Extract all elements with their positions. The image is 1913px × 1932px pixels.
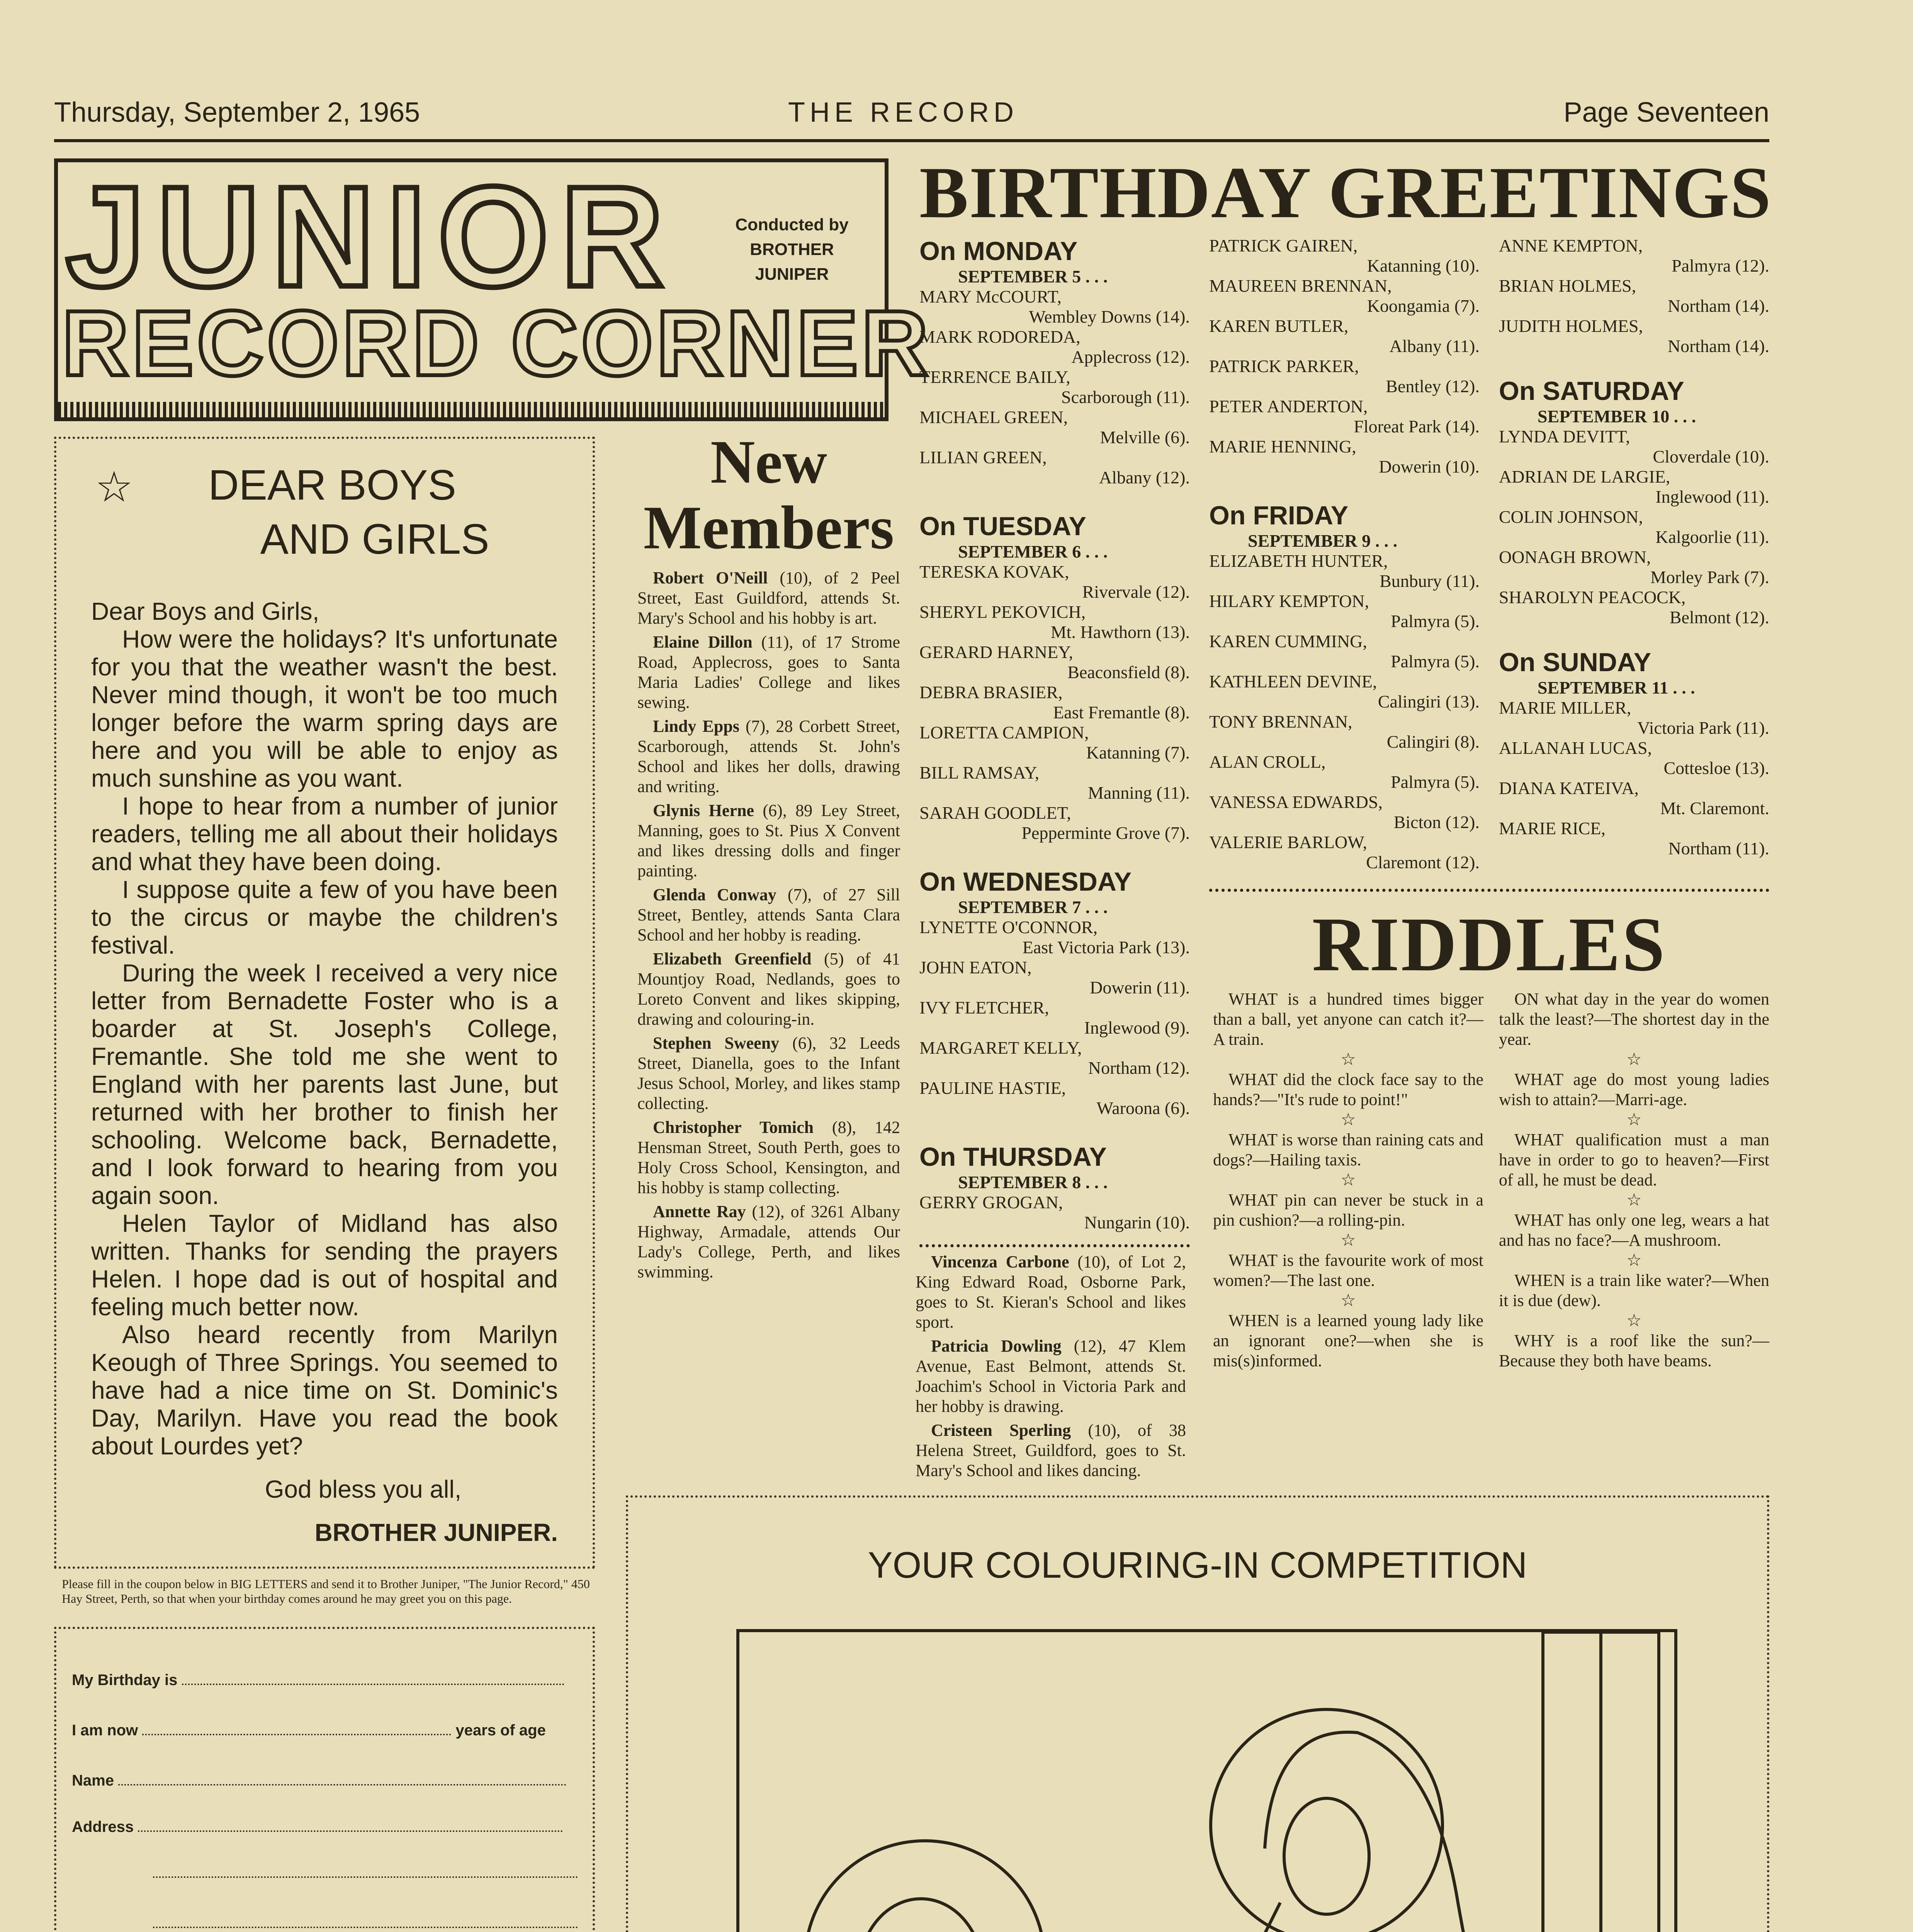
bd-place: Dowerin (10).	[1379, 457, 1480, 476]
riddle: WHEN is a learned young lady like an ignorant one?—when she is mis(s)informed.	[1213, 1311, 1483, 1370]
bd-place: Northam (14).	[1667, 336, 1769, 356]
member-entry	[916, 1336, 1186, 1417]
star-icon: ☆	[1626, 1251, 1642, 1270]
bd-place: Northam (14).	[1667, 296, 1769, 316]
colouring-competition	[626, 1495, 1769, 1932]
bd-entry	[1209, 752, 1480, 792]
madonna-face	[1284, 1798, 1369, 1914]
bd-entry	[1499, 698, 1769, 738]
coupon-age-line[interactable]	[142, 1734, 451, 1735]
bd-place: East Victoria Park (13).	[1022, 937, 1190, 957]
banner-conducted	[715, 213, 869, 287]
riddle: WHAT pin can never be stuck in a pin cushion?—a rolling-pin.	[1213, 1190, 1483, 1230]
riddles-title: RIDDLES	[1312, 902, 1667, 987]
bd-place: Morley Park (7).	[1650, 567, 1769, 587]
divider	[919, 1244, 1190, 1247]
bd-place: Mt. Hawthorn (13).	[1050, 622, 1190, 642]
madonna-and-child-drawing	[739, 1632, 1674, 1932]
bd-place: Pepperminte Grove (7).	[1021, 823, 1190, 843]
bd-place: Rivervale (12).	[1082, 582, 1190, 602]
bd-name: LILIAN GREEN,	[919, 447, 1047, 467]
member-name: Annette Ray	[653, 1202, 746, 1221]
letter-paragraph: Helen Taylor of Midland has also written. Thanks for sending the prayers Helen. I hope dad is out of hospital and feeling much better now.	[91, 1209, 558, 1321]
new-members	[637, 429, 900, 1286]
masthead-date: Thursday, September 2, 1965	[54, 97, 420, 128]
letter-closing: God bless you all,	[265, 1475, 462, 1503]
coupon-name-line[interactable]	[118, 1784, 566, 1786]
bd-entry	[1209, 356, 1480, 396]
bd-entry	[919, 917, 1190, 957]
bd-name: PATRICK PARKER,	[1209, 356, 1359, 376]
member-name: Elaine Dillon	[653, 633, 753, 651]
coupon-birthday[interactable]	[72, 1672, 574, 1689]
member-name: Patricia Dowling	[931, 1337, 1062, 1355]
bd-entry	[1499, 467, 1769, 507]
bd-name: SARAH GOODLET,	[919, 803, 1071, 823]
title-line-1: New	[710, 427, 827, 496]
bd-place: Calingiri (8).	[1386, 732, 1480, 752]
day-date: SEPTEMBER 10 . . .	[1538, 406, 1696, 426]
bd-entry	[919, 642, 1190, 682]
star-icon: ☆	[1340, 1110, 1356, 1129]
bd-place: Melville (6).	[1100, 427, 1190, 447]
bd-entry	[1499, 818, 1769, 859]
bd-name: ELIZABETH HUNTER,	[1209, 551, 1388, 571]
coupon-instructions: Please fill in the coupon below in BIG LETTERS and send it to Brother Juniper, "The Junior Record," 450 Hay Street, Perth, so that when your birthday comes around he may greet you on this page.	[62, 1577, 590, 1605]
bd-name: JOHN EATON,	[919, 957, 1032, 977]
bd-entry	[919, 367, 1190, 407]
member-name: Elizabeth Greenfield	[653, 949, 812, 968]
bd-entry	[1209, 672, 1480, 712]
star-icon: ☆	[1626, 1110, 1642, 1129]
bd-place: Palmyra (12).	[1672, 256, 1769, 276]
member-entry	[637, 1117, 900, 1198]
birthday-divider	[1209, 889, 1769, 892]
bd-name: MICHAEL GREEN,	[919, 407, 1068, 427]
bd-name: ANNE KEMPTON,	[1499, 236, 1643, 255]
letter-signature: BROTHER JUNIPER.	[314, 1519, 558, 1546]
bd-place: Nungarin (10).	[1084, 1213, 1190, 1232]
bd-place: Victoria Park (11).	[1637, 718, 1769, 738]
star-icon: ☆	[1340, 1291, 1356, 1310]
member-text: (6), 32 Leeds Street, Dianella, goes to the Infant Jesus School, Morley, and likes stamp collecting.	[637, 1034, 900, 1113]
bd-name: PATRICK GAIREN,	[1209, 236, 1358, 255]
child-head	[859, 1899, 983, 1932]
riddle: WHAT is the favourite work of most women?—The last one.	[1213, 1251, 1483, 1290]
letter-paragraph: Also heard recently from Marilyn Keough of Three Springs. You seemed to have had a nice time on St. Dominic's Day, Marilyn. Have you read the book about Lourdes yet?	[91, 1321, 558, 1460]
member-name: Vincenza Carbone	[931, 1252, 1069, 1271]
bd-place: Palmyra (5).	[1391, 611, 1480, 631]
star-icon: ☆	[1626, 1050, 1642, 1069]
bd-entry	[919, 998, 1190, 1038]
bd-place: Calingiri (13).	[1378, 692, 1480, 711]
member-name: Christopher Tomich	[653, 1118, 814, 1137]
masthead	[54, 97, 1769, 143]
bd-place: Northam (12).	[1088, 1058, 1190, 1078]
bd-entry	[1499, 738, 1769, 778]
day-date: SEPTEMBER 11 . . .	[1538, 678, 1695, 697]
conducted-line-2: BROTHER	[750, 240, 834, 259]
bd-place: Mt. Claremont.	[1660, 798, 1769, 818]
coupon-name-label: Name	[72, 1772, 114, 1789]
member-list-continued	[916, 1252, 1186, 1485]
bd-name: IVY FLETCHER,	[919, 998, 1049, 1017]
bd-entry	[919, 763, 1190, 803]
bd-place: Claremont (12).	[1366, 852, 1480, 872]
bd-name: TERRENCE BAILY,	[919, 367, 1070, 387]
member-entry	[637, 1033, 900, 1114]
masthead-rule	[54, 139, 1769, 142]
bd-entry	[1499, 507, 1769, 547]
bd-entry	[1499, 316, 1769, 356]
bd-place: Belmont (12).	[1669, 607, 1769, 627]
member-text: (8), 142 Hensman Street, South Perth, goes to Holy Cross School, Kensington, and his hobby is stamp collecting.	[637, 1118, 900, 1197]
member-text: (10), of 38 Helena Street, Guildford, goes to St. Mary's School and likes dancing.	[916, 1421, 1186, 1480]
letter-paragraph: I hope to hear from a number of junior readers, telling me all about their holidays and what they have been doing.	[91, 792, 558, 876]
bd-entry	[1499, 236, 1769, 276]
coupon-address-line[interactable]	[138, 1830, 563, 1832]
bd-name: HILARY KEMPTON,	[1209, 591, 1369, 611]
banner-stripe	[58, 402, 885, 417]
letter-box	[54, 437, 595, 1569]
day-thursday	[919, 1141, 1190, 1233]
day-label: On SUNDAY	[1499, 648, 1651, 677]
bd-name: VALERIE BARLOW,	[1209, 832, 1367, 852]
banner-title-top: JUNIOR	[66, 157, 675, 316]
bd-place: Inglewood (9).	[1084, 1018, 1190, 1037]
bd-place: Albany (12).	[1099, 468, 1190, 487]
heading-line-1: DEAR BOYS	[208, 461, 456, 509]
bd-entry	[1209, 437, 1480, 477]
star-icon: ☆	[1626, 1190, 1642, 1209]
riddles-right	[1499, 989, 1769, 1371]
riddle: WHAT is a hundred times bigger than a ball, yet anyone can catch it?—A train.	[1213, 990, 1483, 1049]
bd-entry	[1499, 427, 1769, 467]
day-monday	[919, 236, 1190, 488]
riddle: WHAT did the clock face say to the hands?—"It's rude to point!"	[1213, 1070, 1483, 1109]
bd-entry	[919, 562, 1190, 602]
bd-name: MARK RODOREDA,	[919, 327, 1081, 347]
bd-place: Northam (11).	[1668, 838, 1769, 858]
day-label: On SATURDAY	[1499, 376, 1684, 406]
bd-name: KAREN CUMMING,	[1209, 631, 1367, 651]
day-label: On MONDAY	[919, 236, 1078, 266]
member-name: Cristeen Sperling	[931, 1421, 1071, 1440]
bd-name: MAUREEN BRENNAN,	[1209, 276, 1392, 296]
bd-entry	[1209, 236, 1480, 276]
letter-heading	[91, 458, 558, 566]
bd-entry	[1499, 587, 1769, 628]
star-icon: ☆	[1340, 1170, 1356, 1189]
bd-place: Bunbury (11).	[1380, 571, 1480, 591]
star-icon: ☆	[1340, 1050, 1356, 1069]
coupon-age-suffix: years of age	[455, 1722, 546, 1739]
bd-entry	[919, 682, 1190, 723]
bd-name: MARY McCOURT,	[919, 287, 1062, 306]
coupon-age-label: I am now	[72, 1722, 138, 1739]
masthead-paper: THE RECORD	[788, 97, 1019, 128]
bd-name: MARIE RICE,	[1499, 818, 1605, 838]
bd-name: ALLANAH LUCAS,	[1499, 738, 1652, 758]
birthday-coupon	[54, 1627, 595, 1932]
bd-name: SHAROLYN PEACOCK,	[1499, 587, 1686, 607]
bd-entry	[919, 327, 1190, 367]
bd-entry	[919, 1192, 1190, 1233]
conducted-line-1: Conducted by	[735, 215, 849, 234]
bd-entry	[1209, 396, 1480, 437]
bd-place: Koongamia (7).	[1367, 296, 1480, 316]
star-icon: ☆	[95, 463, 133, 511]
birthday-col-1	[919, 236, 1190, 1247]
member-text: (5) of 41 Mountjoy Road, Nedlands, goes to Loreto Convent and likes skipping, drawing and colouring-in.	[637, 949, 900, 1029]
coupon-age[interactable]	[72, 1722, 582, 1739]
bd-name: LYNDA DEVITT,	[1499, 427, 1630, 446]
member-text: (12), 47 Klem Avenue, East Belmont, attends St. Joachim's School in Victoria Park and her hobby is drawing.	[916, 1337, 1186, 1416]
bd-entry	[919, 407, 1190, 447]
member-name: Lindy Epps	[653, 717, 739, 736]
bd-place: Floreat Park (14).	[1354, 417, 1480, 436]
member-entry	[637, 1202, 900, 1282]
bd-name: ADRIAN DE LARGIE,	[1499, 467, 1670, 486]
bd-entry	[919, 287, 1190, 327]
bd-name: MARIE MILLER,	[1499, 698, 1631, 718]
member-text: (12), of 3261 Albany Highway, Armadale, attends Our Lady's College, Perth, and likes swimming.	[637, 1202, 900, 1281]
bd-name: LORETTA CAMPION,	[919, 723, 1089, 742]
bd-place: Beaconsfield (8).	[1067, 662, 1190, 682]
letter-paragraph: How were the holidays? It's unfortunate for you that the weather wasn't the best. Never mind though, it won't be too much longer before the warm spring days are here and you will be able to enjoy as much sunshine as you want.	[91, 625, 558, 792]
bd-place: Applecross (12).	[1071, 347, 1190, 367]
madonna-halo	[1211, 1709, 1442, 1932]
bd-name: TONY BRENNAN,	[1209, 712, 1352, 731]
riddle: WHAT qualification must a man have in order to go to heaven?—First of all, he must be dead.	[1499, 1130, 1769, 1189]
bd-name: TERESKA KOVAK,	[919, 562, 1069, 582]
drawing-frame	[736, 1629, 1677, 1932]
bd-place: Albany (11).	[1389, 336, 1480, 356]
birthday-col-2	[1209, 236, 1480, 872]
day-date: SEPTEMBER 5 . . .	[958, 267, 1108, 286]
bd-name: KAREN BUTLER,	[1209, 316, 1349, 336]
bd-entry	[1209, 792, 1480, 832]
bd-place: Wembley Downs (14).	[1029, 307, 1190, 327]
birthday-title: BIRTHDAY GREETINGS	[919, 152, 1772, 233]
bd-name: GERRY GROGAN,	[919, 1192, 1063, 1212]
member-entry	[637, 568, 900, 628]
bd-place: Cloverdale (10).	[1653, 447, 1769, 466]
member-name: Glynis Herne	[653, 801, 754, 820]
bd-entry	[919, 723, 1190, 763]
member-entry	[916, 1420, 1186, 1481]
bd-place: Kalgoorlie (11).	[1655, 527, 1769, 547]
coupon-name[interactable]	[72, 1772, 574, 1789]
bd-name: ALAN CROLL,	[1209, 752, 1326, 772]
day-label: On TUESDAY	[919, 512, 1087, 541]
bd-entry	[919, 447, 1190, 488]
bd-entry	[1209, 832, 1480, 872]
birthday-col-3	[1499, 236, 1769, 859]
letter-body	[91, 597, 558, 1546]
day-tuesday	[919, 511, 1190, 843]
bd-place: Palmyra (5).	[1391, 772, 1480, 792]
conducted-line-3: JUNIPER	[755, 265, 829, 284]
banner-title-bottom: RECORD CORNER	[62, 291, 931, 395]
child-halo	[805, 1841, 1045, 1932]
bd-place: Bicton (12).	[1393, 812, 1480, 832]
bd-name: DEBRA BRASIER,	[919, 682, 1063, 702]
day-saturday	[1499, 376, 1769, 628]
bd-entry	[919, 957, 1190, 998]
member-name: Glenda Conway	[653, 885, 776, 904]
bd-place: Manning (11).	[1087, 783, 1190, 803]
day-date: SEPTEMBER 9 . . .	[1248, 531, 1398, 551]
star-icon: ☆	[1340, 1231, 1356, 1250]
bd-place: Katanning (10).	[1367, 256, 1480, 276]
bd-entry	[1209, 591, 1480, 631]
bd-name: SHERYL PEKOVICH,	[919, 602, 1086, 622]
letter-salutation: Dear Boys and Girls,	[91, 597, 319, 625]
title-line-2: Members	[643, 493, 894, 562]
member-entry	[637, 885, 900, 945]
riddle: WHAT is worse than raining cats and dogs?—Hailing taxis.	[1213, 1130, 1483, 1169]
coupon-address-label: Address	[72, 1818, 134, 1835]
new-members-title	[637, 429, 900, 560]
bd-entry	[1499, 778, 1769, 818]
bd-name: GERARD HARNEY,	[919, 642, 1073, 662]
bd-name: MARIE HENNING,	[1209, 437, 1356, 456]
member-text: (7), of 27 Sill Street, Bentley, attends Santa Clara School and her hobby is reading.	[637, 885, 900, 944]
star-icon: ☆	[1626, 1311, 1642, 1330]
bd-name: BRIAN HOLMES,	[1499, 276, 1636, 296]
bd-place: Waroona (6).	[1096, 1098, 1190, 1118]
bd-entry	[1209, 712, 1480, 752]
coupon-address[interactable]	[72, 1818, 574, 1836]
member-text: (10), of Lot 2, King Edward Road, Osborne Park, goes to St. Kieran's School and likes sport.	[916, 1252, 1186, 1332]
bd-place: Scarborough (11).	[1061, 387, 1190, 407]
member-entry	[916, 1252, 1186, 1332]
day-date: SEPTEMBER 6 . . .	[958, 542, 1108, 561]
bd-name: JUDITH HOLMES,	[1499, 316, 1643, 336]
bd-entry	[919, 1038, 1190, 1078]
bd-place: Inglewood (11).	[1655, 487, 1769, 507]
riddle: ON what day in the year do women talk the least?—The shortest day in the year.	[1499, 990, 1769, 1049]
member-list	[637, 568, 900, 1282]
bd-entry	[919, 803, 1190, 843]
bd-place: Dowerin (11).	[1090, 978, 1190, 997]
bd-entry	[1209, 631, 1480, 672]
member-text: (6), 89 Ley Street, Manning, goes to St. Pius X Convent and likes dressing dolls and finger painting.	[637, 801, 900, 880]
member-entry	[637, 801, 900, 881]
day-label: On WEDNESDAY	[919, 867, 1132, 896]
bd-name: BILL RAMSAY,	[919, 763, 1040, 782]
bd-place: Palmyra (5).	[1391, 651, 1480, 671]
masthead-page: Page Seventeen	[1563, 97, 1769, 128]
riddles-left	[1213, 989, 1483, 1371]
heading-line-2: AND GIRLS	[260, 515, 489, 563]
bd-name: KATHLEEN DEVINE,	[1209, 672, 1377, 691]
coupon-birthday-label: My Birthday is	[72, 1672, 178, 1689]
bd-entry	[1209, 276, 1480, 316]
bd-entry	[1209, 316, 1480, 356]
competition-title: YOUR COLOURING-IN COMPETITION	[868, 1544, 1527, 1586]
coupon-address-line-2[interactable]	[153, 1876, 578, 1878]
bd-name: PETER ANDERTON,	[1209, 396, 1368, 416]
member-entry	[637, 949, 900, 1029]
member-name: Robert O'Neill	[653, 568, 768, 587]
day-friday	[1209, 500, 1480, 872]
bd-name: DIANA KATEIVA,	[1499, 778, 1639, 798]
madonna-veil	[1265, 1732, 1553, 1932]
member-entry	[637, 632, 900, 713]
letter-paragraph: During the week I received a very nice letter from Bernadette Foster who is a boarder at St. Joseph's College, Fremantle. She told me she went to England with her parents last June, but returned with her brother to finish her schooling. Welcome back, Bernadette, and I look forward to hearing from you again soon.	[91, 959, 558, 1209]
bd-name: MARGARET KELLY,	[919, 1038, 1082, 1058]
member-text: (7), 28 Corbett Street, Scarborough, attends St. John's School and likes her dolls, drawing and writing.	[637, 717, 900, 796]
bd-entry	[919, 602, 1190, 642]
member-text: (10), of 2 Peel Street, East Guildford, attends St. Mary's School and his hobby is art.	[637, 568, 900, 628]
bd-name: LYNETTE O'CONNOR,	[919, 917, 1098, 937]
bd-name: PAULINE HASTIE,	[919, 1078, 1066, 1098]
junior-banner	[54, 157, 931, 421]
bd-place: Bentley (12).	[1386, 376, 1480, 396]
bd-place: Katanning (7).	[1086, 743, 1190, 762]
day-label: On THURSDAY	[919, 1142, 1107, 1172]
bd-entry	[919, 1078, 1190, 1118]
day-wednesday	[919, 866, 1190, 1118]
coupon-birthday-line[interactable]	[182, 1684, 564, 1685]
bd-entry	[1499, 547, 1769, 587]
riddle: WHY is a roof like the sun?—Because they both have beams.	[1499, 1331, 1769, 1370]
bd-name: OONAGH BROWN,	[1499, 547, 1651, 567]
letter-paragraph: I suppose quite a few of you have been to the circus or maybe the children's festival.	[91, 876, 558, 959]
bd-name: VANESSA EDWARDS,	[1209, 792, 1383, 812]
day-sunday	[1499, 647, 1769, 859]
riddle: WHAT has only one leg, wears a hat and has no face?—A mushroom.	[1499, 1211, 1769, 1250]
riddle: WHEN is a train like water?—When it is due (dew).	[1499, 1271, 1769, 1310]
bd-place: Cottesloe (13).	[1663, 758, 1769, 778]
day-date: SEPTEMBER 7 . . .	[958, 897, 1108, 917]
day-label: On FRIDAY	[1209, 501, 1349, 530]
coupon-address-line-3[interactable]	[153, 1927, 578, 1928]
member-entry	[637, 716, 900, 797]
member-name: Stephen Sweeny	[653, 1034, 780, 1053]
bd-entry	[1209, 551, 1480, 591]
bd-name: COLIN JOHNSON,	[1499, 507, 1643, 527]
day-date: SEPTEMBER 8 . . .	[958, 1172, 1108, 1192]
bd-place: East Fremantle (8).	[1053, 702, 1190, 722]
riddle: WHAT age do most young ladies wish to attain?—Marri-age.	[1499, 1070, 1769, 1109]
bd-entry	[1499, 276, 1769, 316]
member-text: (11), of 17 Strome Road, Applecross, goes to Santa Maria Ladies' College and likes sewing.	[637, 633, 900, 712]
